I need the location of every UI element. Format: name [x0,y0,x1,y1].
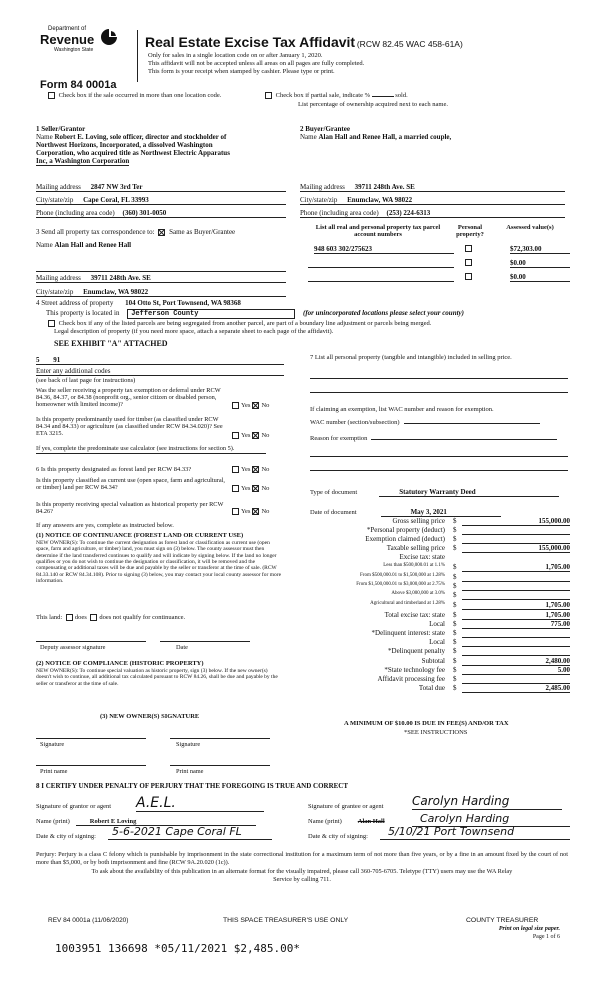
grantee-print-name: Alan Hall [357,818,385,825]
calc-row [250,582,570,591]
forest-no: No [261,466,270,473]
dollar-sign: $ [453,657,457,665]
seller-heading: 1 Seller/Grantor [36,125,86,133]
does-label: does [74,614,87,621]
calc-label: *Personal property (deduct) [366,526,445,534]
parcel-col-numbers: List all real and personal property tax parcel account numbers [315,224,441,239]
calc-label: Above $3,000,000 at 3.0% [391,591,445,596]
dollar-sign: $ [453,684,457,692]
current-use-no-checkbox[interactable] [252,485,259,492]
current-use-yes-checkbox[interactable] [232,485,239,492]
historic-no-checkbox[interactable] [252,508,259,515]
dollar-sign: $ [453,675,457,683]
calc-value [462,591,570,600]
parcel-col-personal: Personal property? [456,224,484,239]
dollar-sign: $ [453,638,457,646]
multi-location-label: Check box if the sale occurred in more than one location code. [58,92,222,99]
calc-label: Total excise tax: state [384,611,445,619]
buyer-city-label: City/state/zip [300,196,338,204]
segregated-label: Check box if any of the listed parcels are being segregated from another parcel, are part of a boundary line adjustment or parcels being merged. [58,320,432,327]
calc-row [250,666,570,675]
calc-row [250,638,570,647]
multi-location-checkbox[interactable] [48,92,55,99]
segregated-checkbox[interactable] [48,320,55,327]
parcel-number-2 [308,259,454,268]
new-owner-signature-heading: (3) NEW OWNER(S) SIGNATURE [100,713,200,720]
calc-value [462,675,570,684]
header-note-3: This form is your receipt when stamped by cashier. Please type or print. [148,67,335,75]
calc-label: *Delinquent penalty [388,647,445,655]
tax-corr-city-label: City/state/zip [36,288,74,296]
buyer-phone-label: Phone (including area code) [300,209,379,217]
calc-label: *State technology fee [384,666,445,674]
tax-corr-mailing: 39711 248th Ave. SE [90,274,151,282]
grantee-date-city: 5/10/21 Port Townsend [380,826,570,840]
calc-label: Exemption claimed (deduct) [365,535,445,543]
grantor-signature: A.E.L. [136,795,264,812]
section5-num: 5 [36,356,40,364]
buyer-city: Enumclaw, WA 98022 [347,196,413,204]
section5-q2: Is this property predominantly used for timber (as classified under RCW 84.34 and 84.33) or agriculture (as classified under RCW 84.34.020)? See ETA 3215. [36,416,223,438]
grantee-name-label: Name (print) [308,818,342,825]
perjury-text: Perjury: Perjury is a class C felony which is punishable by imprisonment in the state correctional institution for a maximum term of not more than five years, or by a fine in an amount fixed by the court of not more than $5,000, or by both imprisonment and fine (RCW 9A.20.020 (1c)). [36,851,568,867]
historic-yes-checkbox[interactable] [232,508,239,515]
calc-row [250,563,570,572]
buyer-heading: 2 Buyer/Grantee [300,125,350,133]
q2-no-checkbox[interactable] [252,432,259,439]
parcel-number-1: 948 603 302/275623 [314,245,454,254]
seller-name-line-2: Northwest Horizons, Incorporated, a dissolved Washington [36,141,213,150]
exemption-claim-label: If claiming an exemption, list WAC number and reason for exemption. [310,406,494,413]
buyer-mailing: 39711 248th Ave. SE [354,183,415,191]
calc-value: 5.00 [462,666,570,675]
street-label: 4 Street address of property [36,299,114,307]
list-percentage-note: List percentage of ownership acquired next to each name. [298,101,448,108]
calc-row [250,620,570,629]
section6-q4: If any answers are yes, complete as instructed below. [36,522,174,529]
calc-row [250,647,570,656]
dept-line2: Revenue [40,32,95,47]
dollar-sign: $ [453,573,457,581]
calc-row [250,684,570,693]
section6-q2: Is this property classified as current use (open space, farm and agricultural, or timber) land per RCW 84.34? [36,477,226,492]
does-checkbox[interactable] [66,614,73,621]
assessed-value-1: $72,303.00 [510,245,570,254]
calc-row [250,657,570,666]
assessed-value-3: $0.00 [510,273,570,282]
calc-row [250,553,570,562]
calc-value: 2,480.00 [462,657,570,666]
dollar-sign: $ [453,601,457,609]
q2-yes-checkbox[interactable] [232,432,239,439]
county: Jefferson County [127,309,295,319]
partial-sale-checkbox[interactable] [265,92,272,99]
calc-value: 1,705.00 [462,563,570,572]
calc-value: 775.00 [462,620,570,629]
grantor-sig-label: Signature of grantor or agent [36,803,112,810]
seller-city: Cape Coral, FL 33993 [83,196,149,204]
deputy-signature-label: Deputy assessor signature [40,644,106,651]
seller-mailing-label: Mailing address [36,183,81,191]
assessed-value-2: $0.00 [510,259,570,268]
calc-value [462,647,570,656]
same-as-buyer-checkbox[interactable] [158,229,165,236]
q1-yes-checkbox[interactable] [232,402,239,409]
buyer-mailing-label: Mailing address [300,183,345,191]
forest-no-checkbox[interactable] [252,466,259,473]
section6-q3: Is this property receiving special valuation as historical property per RCW 84.26? [36,501,224,516]
buyer-phone: (253) 224-6313 [386,209,431,217]
section5-q1: Was the seller receiving a property tax exemption or deferral under RCW 84.36, 84.37, or 84.38 (nonprofit org., senior citizen or disabled person, homeowner with limited income)? [36,387,221,409]
calc-row [250,535,570,544]
section7-text: 7 List all personal property (tangible and intangible) included in selling price. [310,354,512,361]
calc-label: Subtotal [421,657,445,665]
personal-property-checkbox-1[interactable] [465,245,472,252]
doc-type: Statutory Warranty Deed [379,488,559,497]
calc-label: Excise tax: state [399,553,445,561]
grantor-name-label: Name (print) [36,818,70,825]
calc-row [250,544,570,553]
dollar-sign: $ [453,591,457,599]
this-land-label: This land: [36,614,63,621]
q1-no: No [261,402,270,409]
same-as-buyer-label: Same as Buyer/Grantee [169,228,236,236]
calc-value: 155,000.00 [462,517,570,526]
tax-calculation [250,517,570,707]
grantee-date-label: Date & city of signing: [308,833,368,840]
calc-value [462,535,570,544]
calc-value [462,629,570,638]
calc-row [250,526,570,535]
calc-row [250,573,570,582]
section5-q3: If yes, complete the predominate use calculator (see instructions for section 5). [36,445,266,454]
see-instructions: *SEE INSTRUCTIONS [404,729,468,736]
dollar-sign: $ [453,629,457,637]
tax-corr-city: Enumclaw, WA 98022 [83,288,149,296]
doc-date: May 3, 2021 [381,508,501,517]
calc-row [250,629,570,638]
buyer-name: Alan Hall and Renee Hall, a married couple, [318,133,452,141]
legal-paper-note: Print on legal size paper. [498,926,560,932]
rev-number: REV 84 0001a (11/06/2020) [48,917,129,924]
calc-label: Total due [418,684,445,692]
seller-name-line-4: Inc, a Washington Corporation [36,157,130,166]
forest-yes-checkbox[interactable] [232,466,239,473]
reason-label: Reason for exemption [310,435,368,442]
grantee-print-signature: Carolyn Harding [412,813,570,827]
treasurer-space: THIS SPACE TREASURER'S USE ONLY [223,917,349,924]
minimum-note: A MINIMUM OF $10.00 IS DUE IN FEE(S) AND/OR TAX [344,720,509,727]
dollar-sign: $ [453,526,457,534]
street-address: 104 Otto St, Port Townsend, WA 98368 [125,299,241,307]
calc-label: Affidavit processing fee [377,675,445,683]
q2-no: No [261,432,270,439]
sold-label: sold. [395,92,408,99]
parcel-col-assessed: Assessed value(s) [506,224,554,231]
dollar-sign: $ [453,611,457,619]
calc-label: Agricultural and timberland at 1.28% [370,601,445,606]
dor-logo [40,26,120,62]
seller-city-label: City/state/zip [36,196,74,204]
calc-label: *Delinquent interest: state [371,629,445,637]
dollar-sign: $ [453,544,457,552]
notice1-title: (1) NOTICE OF CONTINUANCE (FOREST LAND OR CURRENT USE) [36,532,244,539]
calc-row [250,675,570,684]
calc-label: Taxable selling price [386,544,445,552]
wac-label: WAC number (section/subsection) [310,419,400,426]
header-note-1: Only for sales in a single location code on or after January 1, 2020. [148,52,323,59]
partial-sale-label: Check box if partial sale, indicate % [275,92,371,99]
doc-type-label: Type of document [310,489,358,496]
dollar-sign: $ [453,666,457,674]
seller-phone-label: Phone (including area code) [36,209,115,217]
notice2-text: NEW OWNER(S): To continue special valuation as historic property, sign (3) below. If the new owner(s) doesn't wish to continue, all additional tax calculated pursuant to RCW 84.26, shall be due and payable by the seller or transferor at the time of sale. [36,668,278,687]
section6-q1: 6 Is this property designated as forest land per RCW 84.33? [36,466,192,473]
grantee-signature: Carolyn Harding [412,795,562,810]
does-not-label: does not qualify for continuance. [99,614,186,621]
revenue-logo-icon [100,28,118,48]
personal-property-checkbox-2[interactable] [465,259,472,266]
calc-value: 2,485.00 [462,684,570,693]
calc-value: 1,705.00 [462,611,570,620]
alt-format-text: To ask about the availability of this publication in an alternate format for the visually impaired, please call 360-705-6705. Teletype (TTY) users may use the WA Relay Service by calling 711. [91,868,513,884]
seller-name-line-1: Robert E. Loving, sole officer, director and stockholder of [54,133,227,141]
header-note-2: This affidavit will not be accepted unless all areas on all pages are fully completed. [148,59,365,67]
dollar-sign: $ [453,517,457,525]
tax-corr-name: Alan Hall and Renee Hall [54,241,132,249]
grantee-sig-label: Signature of grantee or agent [308,803,384,810]
calc-label: Gross selling price [392,517,445,525]
receipt-stamp: 1003951 136698 *05/11/2021 $2,485.00* [55,942,301,955]
seller-phone: (360) 301-0050 [122,209,167,217]
does-not-checkbox[interactable] [90,614,97,621]
exhibit-a: SEE EXHIBIT "A" ATTACHED [54,339,168,348]
historic-yes: Yes [241,508,251,515]
certify-heading: 8 I CERTIFY UNDER PENALTY OF PERJURY THAT THE FOREGOING IS TRUE AND CORRECT [36,782,349,790]
buyer-name-label: Name [300,133,317,141]
dollar-sign: $ [453,647,457,655]
parcel-number-3 [308,273,454,282]
calc-value [462,573,570,582]
form-number: Form 84 0001a [40,79,117,91]
doc-date-label: Date of document [310,509,357,516]
calc-label: From $500,000.01 to $1,500,000 at 1.28% [360,573,445,578]
notice2-title: (2) NOTICE OF COMPLIANCE (HISTORIC PROPERTY) [36,660,204,667]
personal-property-checkbox-3[interactable] [465,273,472,280]
form-title-ref: (RCW 82.45 WAC 458-61A) [356,39,463,49]
dept-line3: Washington State [54,47,94,53]
new-owner-signature-2: Signature [176,741,201,748]
new-owner-signature-1: Signature [40,741,65,748]
grantor-print-name: Robert E Loving [76,818,256,826]
dollar-sign: $ [453,563,457,571]
legal-description-label: Legal description of property (if you need more space, attach a separate sheet to each page of the affidavit). [54,328,334,335]
seller-name-line-3: Corporation, who acquired title as Northwest Electric Apparatus [36,149,230,158]
current-use-yes: Yes [241,485,251,492]
dollar-sign: $ [453,582,457,590]
historic-no: No [261,508,270,515]
located-label: This property is located in [46,309,120,317]
calc-row [250,591,570,600]
grantor-date-city: 5-6-2021 Cape Coral FL [108,826,272,840]
dollar-sign: $ [453,535,457,543]
calc-label: Local [429,620,445,628]
tax-corr-heading: 3 Send all property tax correspondence to: [36,228,155,236]
new-owner-print-name-1: Print name [40,768,68,775]
q2-yes: Yes [241,432,251,439]
q1-no-checkbox[interactable] [252,402,259,409]
seller-name-label: Name [36,133,53,141]
deputy-date-label: Date [176,644,188,651]
additional-codes-label: Enter any additional codes [36,367,111,375]
unincorporated-note: (for unincorporated locations please select your county) [302,309,464,317]
calc-value [462,582,570,591]
calc-label: Local [429,638,445,646]
calc-value: 155,000.00 [462,544,570,553]
calc-row [250,611,570,620]
tax-corr-name-label: Name [36,241,53,249]
calc-row [250,601,570,610]
dept-line1: Department of [48,26,87,32]
calc-value [462,526,570,535]
seller-mailing: 2847 NW 3rd Ter [90,183,143,191]
form-title: Real Estate Excise Tax Affidavit [145,34,356,50]
notice1-text: NEW OWNER(S): To continue the current designation as forest land or classification as current use (open space, farm and agriculture, or timber) land, you must sign on (3) below. The county assessor must then determine if the land transferred continues to qualify and will indicate by signing below. If the land no longer qualifies or you do not wish to continue the designation or classification, it will be removed and the compensating or additional taxes will be due and payable by the seller or transferor at the time of sale. (RCW 84.33.140 or RCW 84.34.108). Prior to signing (3) below, you may contact your local county assessor for more information. [36,540,282,584]
q1-yes: Yes [241,402,251,409]
page-number: Page 1 of 6 [532,934,560,940]
county-treasurer: COUNTY TREASURER [466,917,539,924]
calc-label: From $1,500,000.01 to $3,000,000 at 2.75% [356,582,445,587]
tax-corr-mailing-label: Mailing address [36,274,81,282]
dollar-sign: $ [453,620,457,628]
see-back: (see back of last page for instructions) [36,377,136,384]
calc-row [250,517,570,526]
forest-yes: Yes [241,466,251,473]
grantor-date-label: Date & city of signing: [36,833,96,840]
section5-code: 91 [53,356,61,364]
calc-value: 1,705.00 [462,601,570,610]
calc-value [462,638,570,647]
current-use-no: No [261,485,270,492]
new-owner-print-name-2: Print name [176,768,204,775]
calc-label: Less than $500,000.01 at 1.1% [383,563,445,568]
